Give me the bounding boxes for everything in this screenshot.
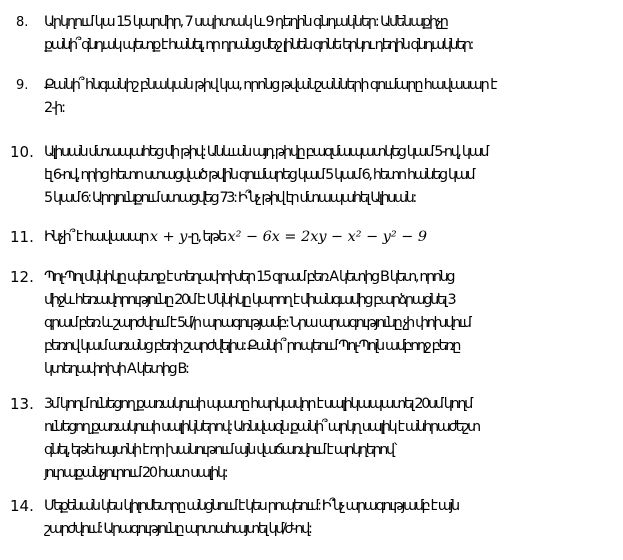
problem-text bbox=[44, 226, 618, 249]
text-line: 5 կամ 6: Արդյունքում ստացվեց 73: Ի՞նչ թիվ էր մտապահել Ալիսան: bbox=[44, 190, 415, 206]
problem-number: 12. bbox=[10, 268, 34, 286]
text-line: քանի՞ գնդակ պետք է հանել, որ դրանց մեջ լինեն գոնե երկու դեղին գնդակներ: bbox=[44, 37, 472, 53]
text-line: 2-ի: bbox=[44, 100, 64, 116]
text-line: էլ 6-ով, որից հետո ստացված թվին գումարեց կամ 5 կամ 6, հետո հանեց կամ bbox=[44, 167, 474, 183]
question-text: Ինչի՞ է հավասար bbox=[44, 229, 148, 245]
problem-number: 11. bbox=[10, 228, 34, 246]
problem-number: 10. bbox=[10, 143, 34, 161]
math-expression: x + y bbox=[149, 229, 188, 245]
text-line: Քանի՞ հնգանիշ բնական թիվ կա, որոնց թվանշանների գումարը հավասար է bbox=[44, 77, 496, 93]
text-line: Ալիսան մտապահեց մի թիվ: Անևան այդ թիվը բազմապատկեց կամ 5-ով, կամ bbox=[44, 144, 488, 160]
text-line: Պոլ-Պոլ մկնիկը պետք է տեղափոխեր 15 գրամ բեռ A կետից B կետ, որոնց bbox=[44, 269, 454, 285]
problem-number: 8. bbox=[16, 15, 29, 30]
problem-text bbox=[44, 495, 618, 541]
problem-text bbox=[44, 266, 618, 381]
problem-text bbox=[44, 11, 618, 57]
problem-number: 9. bbox=[16, 78, 29, 93]
problem-text bbox=[44, 393, 618, 485]
text-line: յուրաքանչյուրում 20 հատ սալիկ: bbox=[44, 465, 227, 481]
text-line: կտեղափոխի A կետից B: bbox=[44, 361, 188, 377]
text-line: գնել, եթե հայտնի է որ խանութում այն վաճառվում է արկղերով` bbox=[44, 442, 398, 458]
text-line: բեռով կամ առանց բեռի շարժվելիս: Քանի՞ րոպեում Պոլ-Պոլն ամբողջ բեռը bbox=[44, 338, 459, 354]
text-line: շարժվում: Արագությունը արտահայտել կմ/ժ-ով: bbox=[44, 521, 311, 537]
problem-number: 13. bbox=[10, 395, 34, 413]
text-line: միջև հեռավորությունը 20մ է: Մկնիկը կարող է միանգամից բարձրացնել 3 bbox=[44, 292, 455, 308]
problem-text bbox=[44, 141, 618, 210]
text-line: գրամ բեռ և շարժվում է 5մ/ր արագությամբ: Նրա արագությունը չի փոխվում bbox=[44, 315, 470, 331]
question-text: -ը, եթե bbox=[187, 229, 226, 245]
problem-number: 14. bbox=[10, 497, 34, 515]
text-line: Արկղում կա 15 կարմիր, 7 սպիտակ և 9 դեղին գնդակներ: Ամենաքիչը bbox=[44, 14, 447, 30]
math-equation: x² − 6x = 2xy − x² − y² − 9 bbox=[227, 229, 428, 245]
text-line: 3մ կողմ ունեցող քառակուսի պատը հարկավոր է սալիկապատել 20սմ կողմ bbox=[44, 396, 471, 412]
problem-text bbox=[44, 74, 618, 120]
text-line: ունեցող քառակուսի սալիկներով: Առնվազն քանի՞ արկղ սալիկ է անհրաժեշտ bbox=[44, 419, 479, 435]
text-line: Մեքենան կես կիլոմետրը անցնում է կես րոպեում: Ի՞նչ արագությամբ է այն bbox=[44, 498, 458, 514]
